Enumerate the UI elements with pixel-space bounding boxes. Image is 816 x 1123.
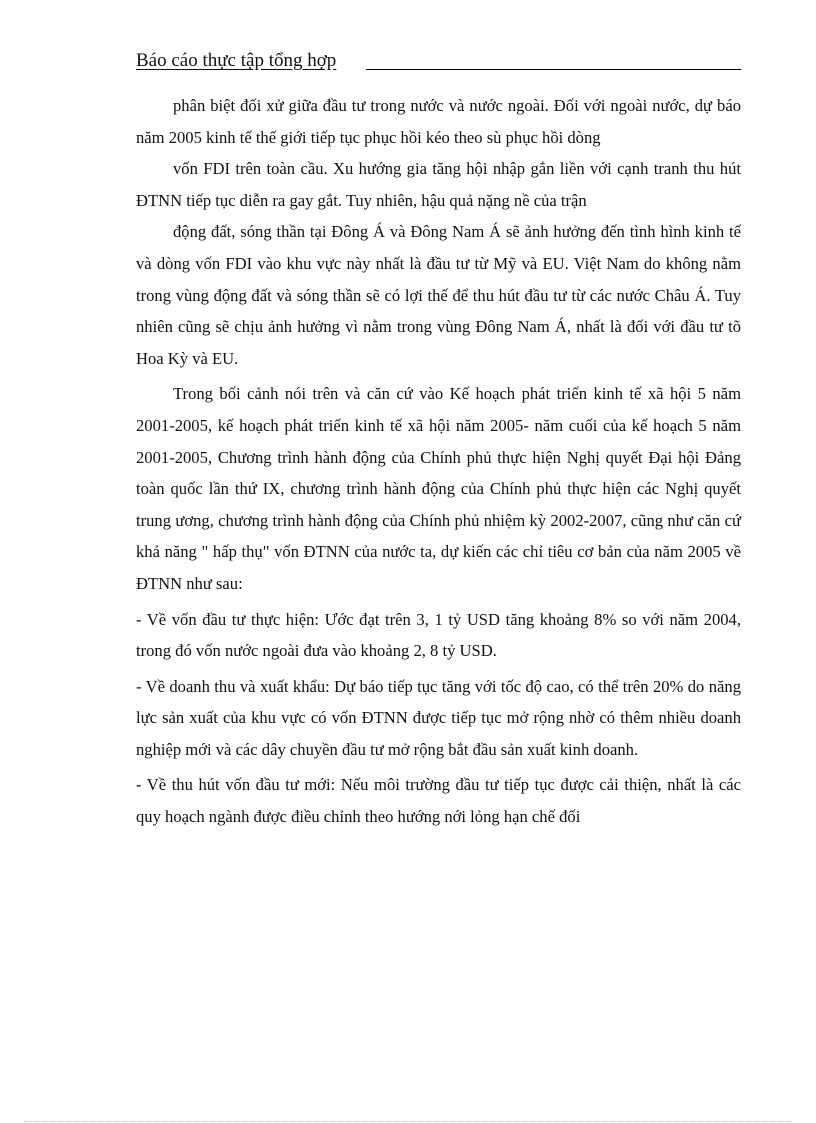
paragraph: Trong bối cảnh nói trên và căn cứ vào Kế hoạch phát triển kinh tế xã hội 5 năm 2001-2005, kế hoạch phát triển kinh tế xã hội năm 2005- năm cuối của kế hoạch 5 năm 2001-2005, Chương trình hành động của Chính phủ thực hiện Nghị quyết Đại hội Đảng toàn quốc lần thứ IX, chương trình hành động của Chính phủ thực hiện các Nghị quyết trung ương, chương trình hành động của Chính phủ nhiệm kỳ 2002-2007, cũng như căn cứ khả năng " hấp thụ" vốn ĐTNN của nước ta, dự kiến các chỉ tiêu cơ bản của năm 2005 về ĐTNN như sau: xyxy=(136,384,741,593)
page-header xyxy=(136,50,741,72)
page-bottom-edge xyxy=(24,1121,792,1122)
report-title: Báo cáo thực tập tổng hợp xyxy=(136,50,337,71)
list-item: - Về vốn đầu tư thực hiện: Ước đạt trên 3, 1 tỷ USD tăng khoảng 8% so với năm 2004, trong đó vốn nước ngoài đưa vào khoảng 2, 8 tỷ USD. xyxy=(136,609,741,661)
list-item: - Về doanh thu và xuất khẩu: Dự báo tiếp tục tăng với tốc độ cao, có thể trên 20% do năng lực sản xuất của khu vực có vốn ĐTNN được tiếp tục mở rộng nhờ có thêm nhiều doanh nghiệp mới và các dây chuyền đầu tư mở rộng bắt đầu sản xuất kinh doanh. xyxy=(136,676,741,759)
list-item: - Về thu hút vốn đầu tư mới: Nếu môi trường đầu tư tiếp tục được cải thiện, nhất là các quy hoạch ngành được điều chỉnh theo hướng nới lỏng hạn chế đối xyxy=(136,775,741,827)
paragraph: vốn FDI trên toàn cầu. Xu hướng gia tăng hội nhập gắn liền với cạnh tranh thu hút ĐTNN tiếp tục diễn ra gay gắt. Tuy nhiên, hậu quả nặng nề của trận xyxy=(136,159,741,210)
paragraph: phân biệt đối xử giữa đầu tư trong nước và nước ngoài. Đối với ngoài nước, dự báo năm 2005 kinh tế thế giới tiếp tục phục hồi kéo theo sù phục hồi dòng xyxy=(136,96,741,147)
header-rule xyxy=(366,69,741,70)
document-body xyxy=(136,90,741,833)
paragraph: động đất, sóng thần tại Đông Á và Đông Nam Á sẽ ảnh hưởng đến tình hình kinh tế và dòng vốn FDI vào khu vực này nhất là đầu tư từ Mỹ và EU. Việt Nam do không nằm trong vùng động đất và sóng thần sẽ có lợi thế để thu hút đầu tư từ các nước Châu Á. Tuy nhiên cũng sẽ chịu ảnh hưởng vì nằm trong vùng Đông Nam Á, nhất là đối với đầu tư tõ Hoa Kỳ và EU. xyxy=(136,222,741,368)
